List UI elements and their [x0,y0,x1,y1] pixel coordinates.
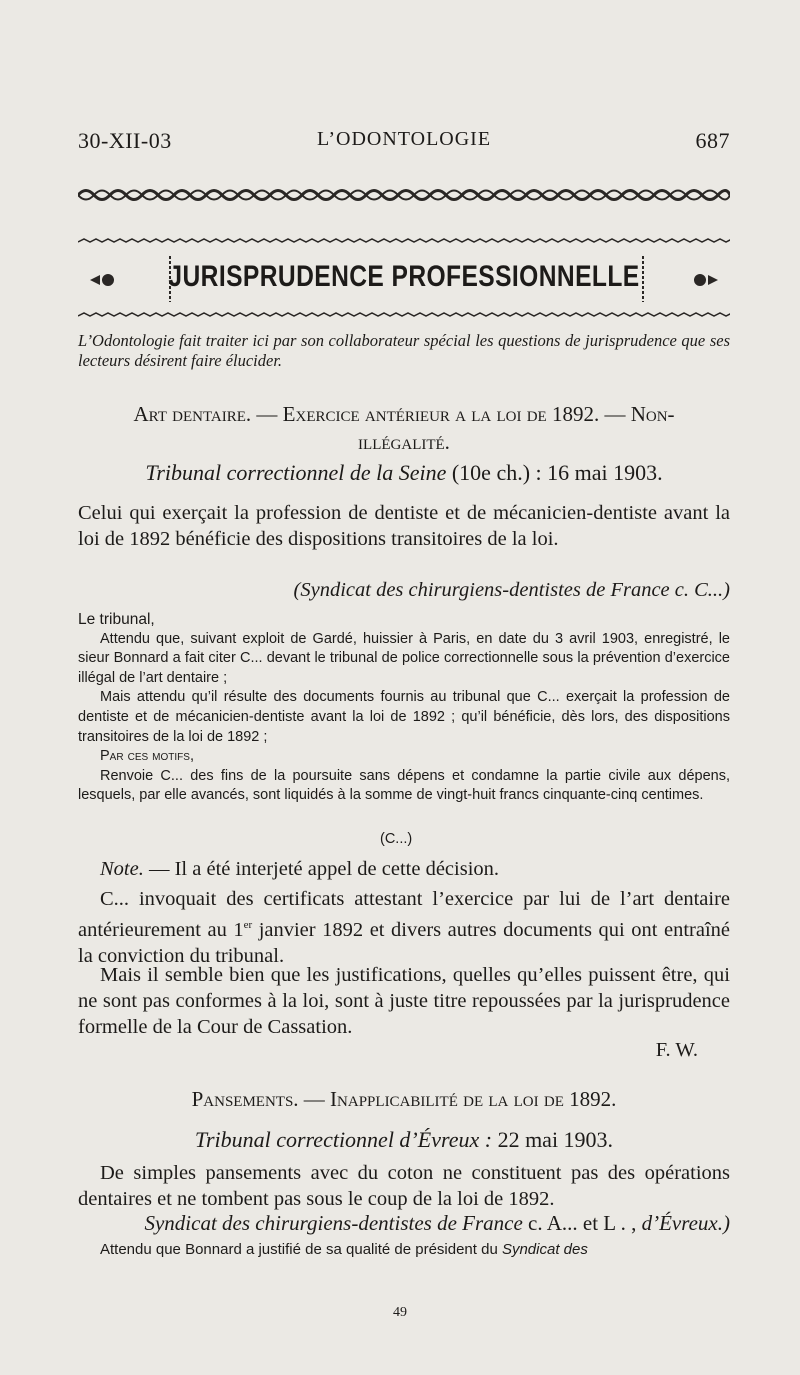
note-label: Note. [100,858,144,880]
superscript: er [243,919,253,931]
tribunal-line [78,1127,730,1153]
heading-line: Art dentaire. — Exercice antérieur a la loi de 1892. — Non- [133,402,675,426]
section-heading-pansements: Pansements. — Inapplicabilité de la loi de 1892. [191,1087,617,1111]
judgment-start: Attendu que Bonnard a justifié de sa qualité de président du [100,1241,502,1258]
case-summary: Celui qui exerçait la profession de dentiste et de mécanicien-dentiste avant la loi de 1892 bénéficie des dispositions transitoires de la loi. [78,502,730,550]
note-text: — Il a été interjeté appel de cette décision. [143,858,500,880]
header-date: 30-XII-03 [78,128,172,153]
tribunal-date: 22 mai 1903. [492,1127,614,1152]
case-parties [78,1210,730,1236]
tribunal-chamber: (10e ch.) [451,460,531,485]
tribunal-name: Tribunal correctionnel de la Seine [145,460,452,485]
header-journal-title: L’ODONTOLOGIE [316,128,492,150]
parties-mid: c. A... et L . , [522,1211,642,1235]
judgment-paragraph: Le tribunal, [78,611,155,628]
tribunal-date: : 16 mai 1903. [530,460,663,485]
note-paragraph [78,856,730,882]
section-heading-art-dentaire [78,400,730,456]
judgment-paragraph: Mais attendu qu’il résulte des documents fournis au tribunal que C... exerçait la profession de dentiste et de mécanicien-dentiste avant la loi de 1892 ; qu’il bénéficie, dès lors, des dispositions transitoires de la loi de 1892 ; [78,689,730,745]
case-parties: (Syndicat des chirurgiens-dentistes de France c. C...) [293,579,730,601]
judgment-text [78,1240,730,1260]
judgment-paragraph: Renvoie C... des fins de la poursuite sans dépens et condamne la partie civile aux dépens, lesquels, par elle avancés, sont liquidés à la somme de vingt-huit francs cinquante-cinq centimes. [78,767,730,804]
header-page-number: 687 [695,128,730,153]
parties-end: d’Évreux.) [641,1211,730,1235]
comment-paragraph: Mais il semble bien que les justifications, quelles qu’elles puissent être, qui ne sont pas conformes à la loi, sont à juste titre repoussées par la jurisprudence formelle de la Cour de Cassation. [78,964,730,1038]
comment-text: janvier 1892 et divers autres documents qui ont entraîné la conviction du tribunal. [78,918,730,967]
tribunal-line [78,460,730,486]
judgment-paragraph: Attendu que, suivant exploit de Gardé, huissier à Paris, en date du 3 avril 1903, enregistré, le sieur Bonnard a fait citer C... devant le tribunal de police correctionnelle sous la prévention d’exercice illégal de l’art dentaire ; [78,630,730,686]
comment-paragraph [78,886,730,969]
tribunal-name: Tribunal correctionnel d’Évreux : [194,1127,493,1152]
decorative-rule [78,188,730,202]
judgment-signature: (C...) [380,831,413,847]
judgment-text [78,610,730,806]
section-title: JURISPRUDENCE PROFESSIONNELLE [168,260,640,293]
judgment-start-italic: Syndicat des [501,1241,588,1258]
running-header [78,128,730,158]
parties-name: Syndicat des chirurgiens-dentistes de France [144,1211,523,1235]
comment-text: C... invoquait des certificats attestant l’exercice par lui de l’art dentaire antérieurement au 1 [78,888,730,941]
author-initials: F. W. [655,1039,698,1061]
case-summary: De simples pansements avec du coton ne constituent pas des opérations dentaires et ne tombent pas sous le coup de la loi de 1892. [78,1162,730,1210]
intro-note: L’Odontologie fait traiter ici par son collaborateur spécial les questions de jurisprudence que ses lecteurs désirent faire élucider. [78,331,730,370]
heading-line: illégalité. [358,430,450,454]
section-banner [78,236,730,322]
judgment-paragraph: Par ces motifs, [100,748,194,765]
signature-mark: 49 [393,1305,407,1320]
